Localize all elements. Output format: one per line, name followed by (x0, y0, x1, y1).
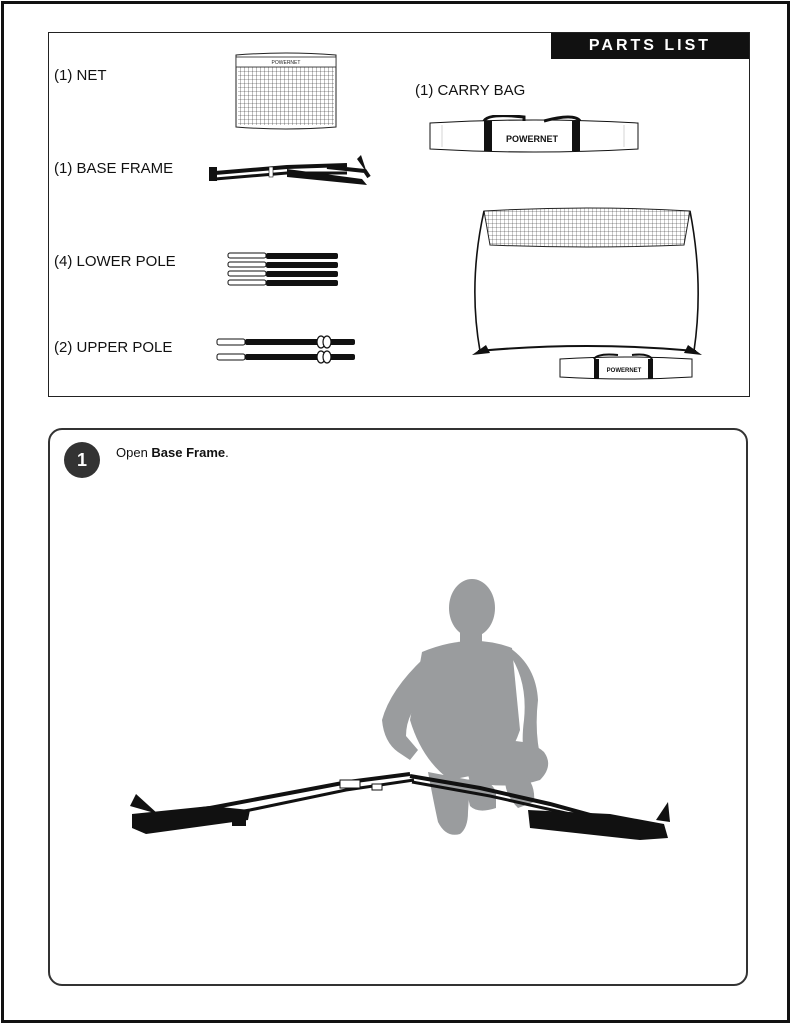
part-label-upper-pole: (2) UPPER POLE (54, 339, 173, 356)
step-1-panel (48, 428, 748, 986)
step-text-prefix: Open (116, 445, 152, 460)
upper-poles-image (215, 331, 360, 367)
step-number-badge: 1 (64, 442, 100, 478)
parts-list-panel (48, 32, 750, 397)
carry-bag-brand-text: POWERNET (505, 134, 559, 144)
part-label-lower-pole: (4) LOWER POLE (54, 253, 176, 270)
small-bag-brand-text: POWERNET (606, 368, 642, 374)
step-1-illustration (50, 430, 750, 988)
small-carry-bag-image (556, 353, 696, 381)
step-text-bold: Base Frame (151, 445, 226, 460)
assembled-net-image (472, 203, 702, 358)
carry-bag-image (424, 115, 644, 155)
part-label-net: (1) NET (54, 67, 107, 84)
net-brand-text: POWERNET (271, 60, 301, 66)
part-label-carry-bag: (1) CARRY BAG (415, 82, 526, 99)
parts-list-header: PARTS LIST (551, 33, 749, 59)
net-image (232, 51, 340, 131)
step-text-suffix: . (225, 445, 229, 460)
lower-poles-image (226, 251, 341, 291)
part-label-base-frame: (1) BASE FRAME (54, 160, 174, 177)
base-frame-image (207, 153, 373, 195)
base-frame-open (130, 774, 670, 840)
